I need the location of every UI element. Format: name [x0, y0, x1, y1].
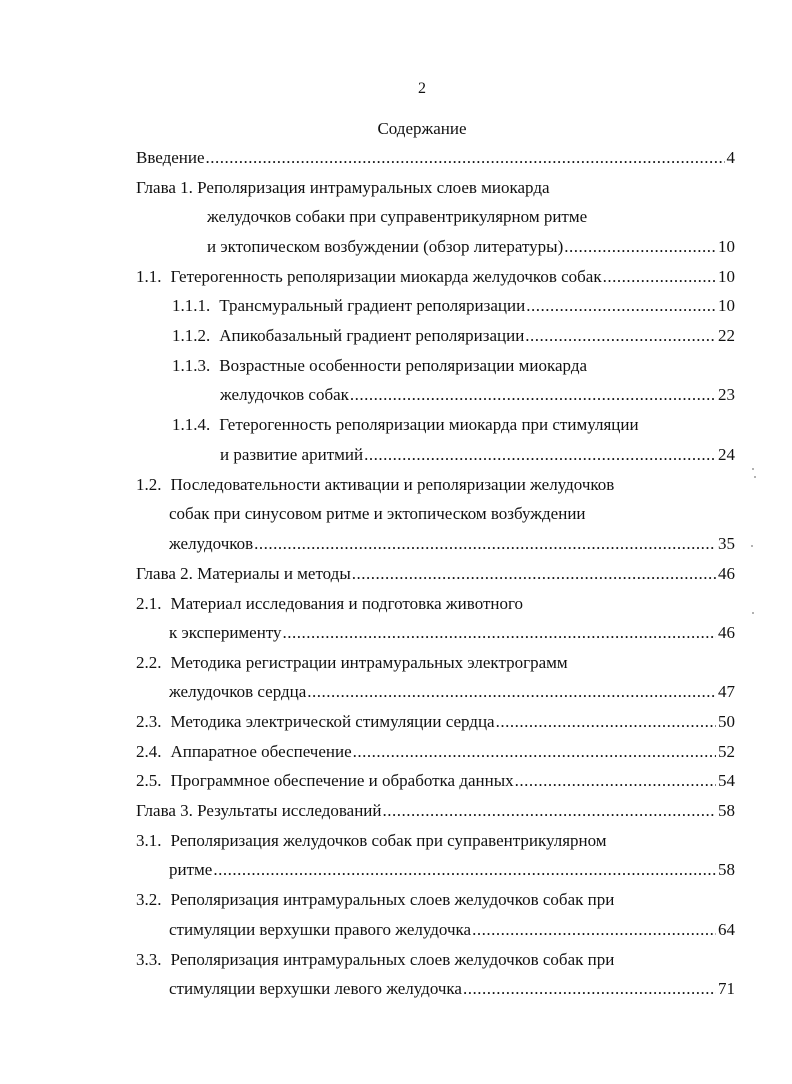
- toc-entry-text: и развитие аритмий: [220, 445, 364, 464]
- toc-entry-number: 1.1.3.: [172, 356, 211, 375]
- toc-entry-page: 58: [718, 801, 735, 820]
- toc-entry-number: 2.3.: [136, 712, 162, 731]
- toc-entry-1-1-4-line2[interactable]: [220, 443, 735, 467]
- toc-entry-text: Возрастные особенности реполяризации миокарда: [219, 356, 588, 375]
- toc-entry-text: Глава 1. Реполяризация интрамуральных слоев миокарда: [136, 178, 550, 197]
- toc-entry-text: стимуляции верхушки правого желудочка: [169, 920, 472, 939]
- toc-entry-text: Последовательности активации и реполяризации желудочков: [170, 475, 615, 494]
- toc-entry-page: 47: [718, 682, 735, 701]
- toc-entry-text: Трансмуральный градиент реполяризации: [219, 296, 526, 315]
- toc-entry-page: 10: [718, 267, 735, 286]
- dot-leader: [564, 235, 716, 259]
- toc-entry-page: 46: [718, 623, 735, 642]
- toc-entry-1-2-line3[interactable]: [169, 532, 735, 556]
- dot-leader: [496, 710, 716, 734]
- dot-leader: [352, 562, 716, 586]
- toc-entry-text: Методика регистрации интрамуральных электрограмм: [170, 653, 568, 672]
- dot-leader: [472, 918, 716, 942]
- scan-speck: [752, 468, 754, 470]
- toc-entry-number: 3.2.: [136, 890, 162, 909]
- toc-entry-page: 71: [718, 979, 735, 998]
- toc-entry-text: стимуляции верхушки левого желудочка: [169, 979, 462, 998]
- toc-entry-1-1-2[interactable]: [172, 324, 735, 348]
- toc-entry-chapter-2[interactable]: [136, 562, 735, 586]
- toc-entry-chapter-1-line1[interactable]: [136, 176, 550, 200]
- toc-entry-text: желудочков сердца: [169, 682, 307, 701]
- toc-entry-number: 2.2.: [136, 653, 162, 672]
- toc-entry-2-1-line2[interactable]: [169, 621, 735, 645]
- toc-entry-1-1-1[interactable]: [172, 294, 735, 318]
- toc-entry-number: 1.2.: [136, 475, 162, 494]
- toc-entry-3-2-line2[interactable]: [169, 918, 735, 942]
- dot-leader: [364, 443, 716, 467]
- dot-leader: [283, 621, 716, 645]
- toc-entry-3-2-line1[interactable]: [136, 888, 614, 912]
- toc-entry-number: 2.4.: [136, 742, 162, 761]
- toc-entry-number: 2.5.: [136, 771, 162, 790]
- toc-title: Содержание: [377, 119, 467, 138]
- toc-entry-chapter-1-line2[interactable]: [207, 205, 587, 229]
- dot-leader: [603, 265, 716, 289]
- toc-entry-text: желудочков собак: [220, 385, 349, 404]
- page-number: 2: [418, 80, 426, 97]
- toc-entry-page: 46: [718, 564, 735, 583]
- toc-entry-page: 23: [718, 385, 735, 404]
- toc-entry-number: 3.3.: [136, 950, 162, 969]
- toc-entry-2-4[interactable]: [136, 740, 735, 764]
- toc-entry-text: Реполяризация интрамуральных слоев желудочков собак при: [170, 890, 615, 909]
- toc-entry-text: Аппаратное обеспечение: [170, 742, 352, 761]
- toc-entry-text: Гетерогенность реполяризации миокарда при стимуляции: [219, 415, 639, 434]
- toc-entry-number: 1.1.1.: [172, 296, 211, 315]
- toc-entry-1-1-4-line1[interactable]: [172, 413, 639, 437]
- toc-entry-3-1-line1[interactable]: [136, 829, 607, 853]
- toc-entry-text: желудочков: [169, 534, 254, 553]
- toc-entry-page: 64: [718, 920, 735, 939]
- toc-entry-page: 54: [718, 771, 735, 790]
- dot-leader: [213, 858, 716, 882]
- toc-entry-2-2-line1[interactable]: [136, 651, 568, 675]
- toc-entry-text: к эксперименту: [169, 623, 282, 642]
- toc-entry-introduction[interactable]: [136, 146, 735, 170]
- toc-entry-text: и эктопическом возбуждении (обзор литературы): [207, 237, 564, 256]
- dot-leader: [515, 769, 716, 793]
- toc-entry-page: 52: [718, 742, 735, 761]
- toc-entry-page: 58: [718, 860, 735, 879]
- dot-leader: [526, 294, 716, 318]
- toc-entry-text: Методика электрической стимуляции сердца: [170, 712, 495, 731]
- toc-entry-3-3-line1[interactable]: [136, 948, 614, 972]
- toc-entry-page: 50: [718, 712, 735, 731]
- toc-entry-number: 3.1.: [136, 831, 162, 850]
- toc-entry-text: Глава 3. Результаты исследований: [136, 801, 382, 820]
- toc-entry-text: Реполяризация интрамуральных слоев желудочков собак при: [170, 950, 615, 969]
- dot-leader: [353, 740, 716, 764]
- toc-entry-page: 4: [726, 148, 735, 167]
- toc-entry-text: Гетерогенность реполяризации миокарда желудочков собак: [170, 267, 602, 286]
- toc-entry-1-2-line1[interactable]: [136, 473, 614, 497]
- toc-entry-number: 2.1.: [136, 594, 162, 613]
- toc-entry-text: собак при синусовом ритме и эктопическом возбуждении: [169, 504, 586, 523]
- toc-entry-3-1-line2[interactable]: [169, 858, 735, 882]
- toc-entry-page: 10: [718, 237, 735, 256]
- toc-entry-text: Реполяризация желудочков собак при суправентрикулярном: [170, 831, 607, 850]
- scan-speck: [754, 476, 756, 478]
- toc-entry-number: 1.1.2.: [172, 326, 211, 345]
- toc-entry-chapter-3[interactable]: [136, 799, 735, 823]
- toc-entry-page: 22: [718, 326, 735, 345]
- toc-entry-2-1-line1[interactable]: [136, 592, 523, 616]
- scan-speck: [752, 612, 754, 614]
- scan-speck: [751, 545, 753, 547]
- toc-entry-1-2-line2[interactable]: [169, 502, 586, 526]
- toc-entry-text: Программное обеспечение и обработка данных: [170, 771, 514, 790]
- toc-entry-page: 24: [718, 445, 735, 464]
- dot-leader: [307, 680, 716, 704]
- toc-entry-page: 35: [718, 534, 735, 553]
- dot-leader: [254, 532, 716, 556]
- toc-entry-text: Материал исследования и подготовка животного: [170, 594, 524, 613]
- toc-entry-1-1[interactable]: [136, 265, 735, 289]
- toc-entry-text: ритме: [169, 860, 213, 879]
- toc-entry-1-1-3-line2[interactable]: [220, 383, 735, 407]
- toc-entry-text: желудочков собаки при суправентрикулярном ритме: [207, 207, 588, 226]
- dot-leader: [525, 324, 716, 348]
- toc-entry-3-3-line2[interactable]: [169, 977, 735, 1001]
- toc-entry-text: Апикобазальный градиент реполяризации: [219, 326, 525, 345]
- dot-leader: [463, 977, 716, 1001]
- toc-entry-number: 1.1.4.: [172, 415, 211, 434]
- dot-leader: [206, 146, 725, 170]
- dot-leader: [350, 383, 716, 407]
- toc-entry-2-2-line2[interactable]: [169, 680, 735, 704]
- toc-entry-page: 10: [718, 296, 735, 315]
- toc-entry-text: Глава 2. Материалы и методы: [136, 564, 351, 583]
- toc-entry-2-3[interactable]: [136, 710, 735, 734]
- toc-entry-1-1-3-line1[interactable]: [172, 354, 587, 378]
- toc-entry-chapter-1-line3[interactable]: [207, 235, 735, 259]
- toc-entry-text: Введение: [136, 148, 205, 167]
- toc-entry-number: 1.1.: [136, 267, 162, 286]
- dot-leader: [383, 799, 717, 823]
- toc-entry-2-5[interactable]: [136, 769, 735, 793]
